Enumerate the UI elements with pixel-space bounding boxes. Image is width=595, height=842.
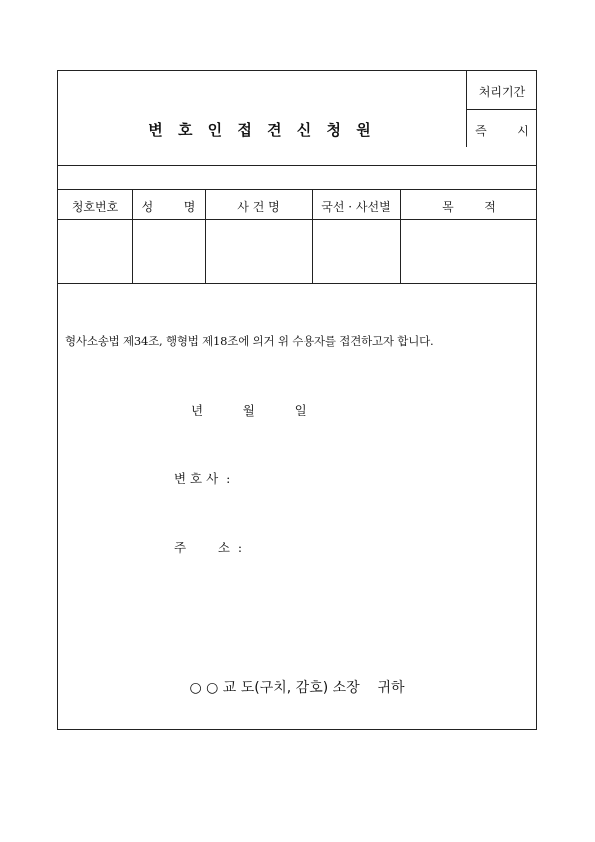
header-name: 성 명 (141, 200, 196, 214)
header-bottom-line (58, 165, 536, 166)
processing-period-label: 처리기간 (478, 85, 526, 99)
address-line: 주 소 : (174, 540, 243, 555)
date-line: 년 월 일 (191, 403, 307, 418)
processing-period-value: 즉 시 (475, 124, 529, 138)
header-case-name: 사 건 명 (237, 200, 280, 214)
request-statement: 형사소송법 제34조, 행형법 제18조에 의거 위 수용자를 접견하고자 합니다. (65, 334, 434, 348)
processing-row-divider (466, 109, 536, 110)
header-counsel-type: 국선 · 사선별 (321, 200, 391, 214)
application-form (57, 70, 537, 730)
addressee-line: ○ ○ 교 도(구치, 감호) 소장 귀하 (189, 680, 405, 696)
header-purpose: 목 적 (442, 200, 496, 214)
form-title: 변 호 인 접 견 신 청 원 (148, 121, 376, 139)
lawyer-line: 변 호 사 : (174, 471, 231, 486)
header-request-number: 청호번호 (71, 200, 119, 214)
table-header-line (58, 219, 536, 220)
table-bottom-line (58, 283, 536, 284)
table-top-line (58, 189, 536, 190)
